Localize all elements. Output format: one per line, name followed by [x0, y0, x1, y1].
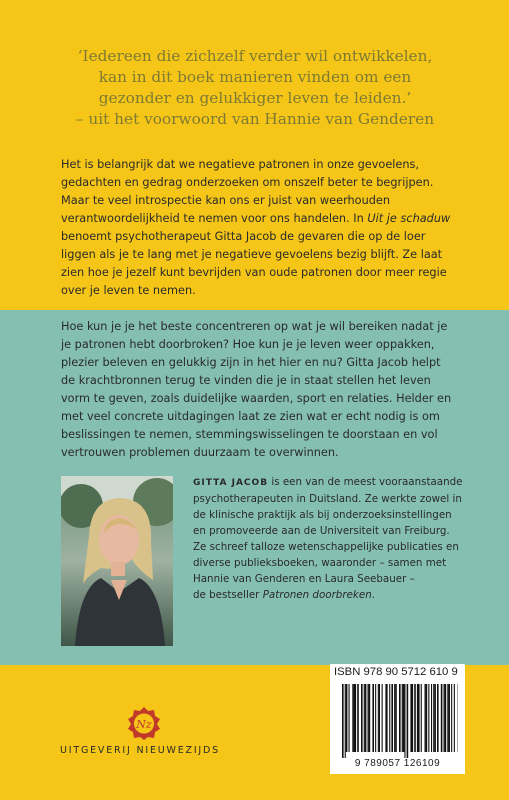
barcode-bar: [421, 684, 422, 752]
logo-letters: Nz: [136, 718, 152, 731]
barcode-bar: [375, 684, 376, 752]
barcode-bar: [364, 684, 365, 752]
barcode-bar: [382, 684, 383, 752]
publisher-name: UITGEVERIJ NIEUWEZIJDS: [60, 745, 220, 756]
barcode-bar: [426, 684, 428, 752]
barcode-bar: [353, 684, 355, 752]
text-line: je patronen hebt doorbroken? Hoe kun je je leven weer oppakken,: [61, 338, 435, 351]
barcode-bar: [407, 684, 409, 758]
quote-line: ‘Iedereen die zichzelf verder wil ontwikkelen,: [77, 47, 433, 65]
barcode-bar: [447, 684, 448, 752]
barcode-bar: [365, 684, 367, 752]
barcode-bar: [451, 684, 452, 752]
barcode-bar: [394, 684, 395, 752]
barcode-bar: [410, 684, 412, 752]
text-line: gedachten en gedrag onderzoeken om onszelf beter te begrijpen.: [61, 176, 434, 189]
text-line: [61, 210, 461, 228]
bio-line: Ze schreef talloze wetenschappelijke publicaties en: [193, 541, 459, 553]
text-line: liggen als je te lang met je negatieve gevoelens bezig blijft. Ze laat: [61, 248, 443, 261]
author-bio: [193, 474, 463, 603]
intro-paragraph: [61, 156, 461, 300]
bio-line: en promoveerde aan de Universiteit van Freiburg.: [193, 525, 450, 537]
bio-line-part: .: [371, 589, 376, 601]
text-line: de krachtbronnen terug te vinden die je in staat stellen het leven: [61, 374, 431, 387]
barcode-bar: [369, 684, 371, 752]
quote-attribution: – uit het voorwoord van Hannie van Genderen: [75, 110, 435, 128]
barcode-bar: [342, 684, 344, 758]
barcode-bar: [346, 684, 348, 752]
barcode-bar: [454, 684, 455, 752]
barcode-bar: [433, 684, 435, 752]
barcode-bar: [352, 684, 353, 752]
barcode-bar: [414, 684, 416, 752]
barcode-digits: 9 789057 126109: [354, 758, 441, 769]
bio-line-part: de bestseller: [193, 589, 263, 601]
bio-line: diverse publieksboeken, waaronder – samen met: [193, 557, 447, 569]
barcode-bar: [378, 684, 379, 752]
barcode-bar: [389, 684, 390, 752]
barcode-bar: [431, 684, 432, 752]
quote-line: gezonder en gelukkiger leven te leiden.’: [98, 89, 412, 107]
barcode-bar: [395, 684, 397, 752]
barcode-bar: [445, 684, 447, 752]
barcode-bar: [441, 684, 443, 752]
quote-line: kan in dit boek manieren vinden om een: [98, 68, 412, 86]
bio-line: psychotherapeuten in Duitsland. Ze werkte zowel in: [193, 493, 462, 505]
barcode-bar: [357, 684, 359, 752]
book-title: Uit je schaduw: [367, 212, 451, 225]
barcode-bar: [428, 684, 429, 752]
text-line: Hoe kun je je het beste concentreren op wat je wil bereiken nadat je: [61, 320, 448, 333]
text-line: vorm te geven, zoals duidelijke waarden, sport en relaties. Helder en: [61, 392, 452, 405]
bio-line: [193, 587, 463, 603]
barcode-bar: [385, 684, 386, 752]
bio-line: Hannie van Genderen en Laura Seebauer –: [193, 573, 415, 585]
barcode-bar: [403, 684, 405, 752]
author-name: GITTA JACOB: [193, 478, 269, 488]
barcode-bar: [444, 684, 445, 752]
barcode-bar: [372, 684, 374, 752]
barcode-bar: [404, 684, 405, 758]
bio-line: de klinische praktijk als bij onderzoeksinstellingen: [193, 509, 452, 521]
barcode-bar: [417, 684, 418, 752]
barcode-bar: [435, 684, 436, 752]
barcode-bar: [412, 684, 413, 752]
body-paragraph: [61, 318, 461, 462]
text-line: vertrouwen problemen duurzaam te overwinnen.: [61, 446, 339, 459]
blurb-quote: [40, 46, 470, 130]
publisher-logo: [126, 706, 162, 740]
isbn-barcode: [330, 664, 465, 774]
text-line: plezier beleven en gelukkig zijn in het hier en nu? Gitta Jacob helpt: [61, 356, 441, 369]
barcode-bar: [399, 684, 401, 752]
text-line: zien hoe je jezelf kunt bevrijden van oude patronen door meer regie: [61, 266, 447, 279]
text-line: Maar te veel introspectie kan ons er juist van weerhouden: [61, 194, 391, 207]
author-photo: [61, 476, 173, 646]
barcode-bar: [437, 684, 439, 752]
barcode-bar: [391, 684, 393, 752]
isbn-label: ISBN 978 90 5712 610 9: [334, 666, 458, 678]
barcode-bar: [379, 684, 380, 752]
barcode-bar: [355, 684, 356, 752]
barcode-bar: [361, 684, 363, 752]
barcode-bar: [387, 684, 388, 752]
barcode-bar: [402, 684, 403, 752]
text-line: benoemt psychotherapeut Gitta Jacob de gevaren die op de loer: [61, 230, 426, 243]
text-line: beslissingen te nemen, stemmingswisselingen te doorstaan en vol: [61, 428, 438, 441]
bio-line: [193, 474, 463, 491]
barcode-bar: [345, 684, 346, 758]
barcode-bar: [448, 684, 450, 752]
barcode-bar: [368, 684, 369, 752]
text-line: met veel concrete uitdagingen laat ze zien wat er echt nodig is om: [61, 410, 440, 423]
barcode-bar: [418, 684, 420, 752]
barcode-bar: [349, 684, 350, 752]
barcode-bars: [338, 684, 458, 758]
bio-line-part: is een van de meest vooraanstaande: [268, 476, 463, 488]
barcode-bar: [425, 684, 426, 752]
text-line: Het is belangrijk dat we negatieve patronen in onze gevoelens,: [61, 158, 420, 171]
bestseller-title: Patronen doorbreken: [262, 589, 372, 601]
text-line-part: verantwoordelijkheid te nemen voor ons handelen. In: [61, 212, 364, 225]
text-line: over je leven te nemen.: [61, 284, 196, 297]
